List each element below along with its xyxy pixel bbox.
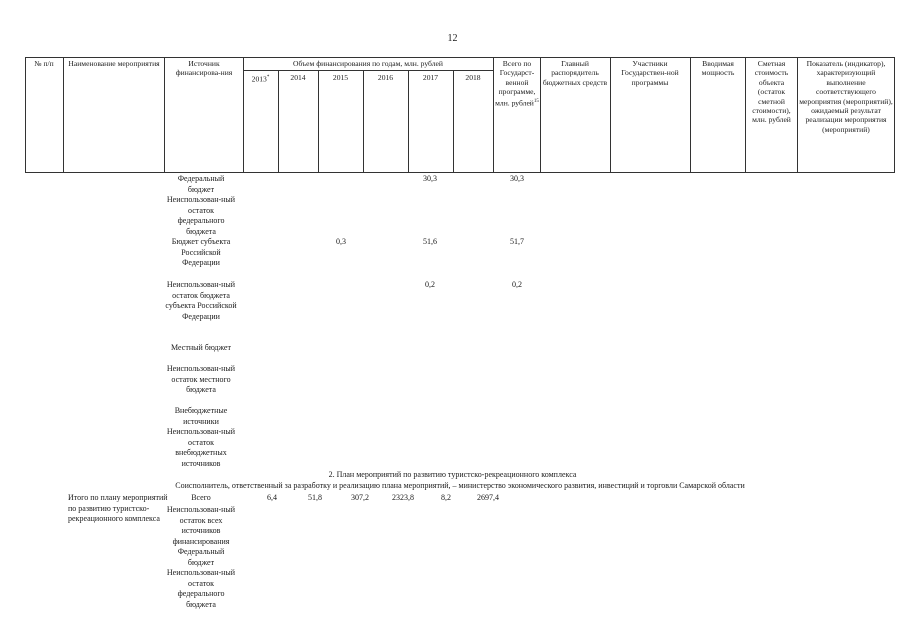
source-cell: Неиспользован-ный остаток всех источников финансирования	[166, 505, 236, 546]
header-total-label: Всего по Государст-венной программе, млн. рублей	[495, 59, 536, 108]
value-2015: 307,2	[351, 493, 369, 502]
page-number: 12	[447, 33, 458, 44]
header-top-rule	[25, 57, 895, 58]
header-year-2018: 2018	[465, 73, 481, 82]
value-2013: 6,4	[267, 493, 277, 502]
source-cell: Неиспользован-ный остаток федерального бюджета	[166, 195, 236, 236]
header-bottom-rule	[25, 172, 895, 173]
year-2013-footnote-mark: *	[266, 75, 270, 80]
header-distributor: Главный распорядитель бюджетных средств	[542, 59, 608, 87]
col-divider	[164, 57, 165, 172]
header-total-footnote-mark: 15	[533, 98, 539, 104]
section-title: 2. План мероприятий по развитию туристско-рекреационного комплекса	[328, 470, 577, 479]
header-year-2014: 2014	[290, 73, 306, 82]
source-cell: Неиспользован-ный остаток федерального бюджета	[166, 568, 236, 609]
col-divider	[318, 70, 319, 172]
value-total: 0,2	[512, 280, 522, 289]
year-label: 2013	[251, 74, 267, 84]
source-cell: Местный бюджет	[171, 343, 231, 352]
value-total: 30,3	[510, 174, 524, 183]
col-divider	[408, 70, 409, 172]
source-cell: Неиспользован-ный остаток местного бюджета	[166, 364, 236, 394]
header-source: Источник финансирова-ния	[175, 59, 233, 78]
header-participants: Участники Государствен-ной программы	[621, 59, 679, 87]
header-name: Наименование мероприятия	[68, 59, 160, 68]
header-num: № п/п	[34, 59, 54, 68]
col-divider	[63, 57, 64, 172]
col-divider	[278, 70, 279, 172]
source-cell: Федеральный бюджет	[177, 174, 225, 194]
source-cell: Бюджет субъекта Российской Федерации	[171, 237, 231, 267]
section-subtitle: Соисполнитель, ответственный за разработку и реализацию плана мероприятий, – министерство экономического развития, инвестиций и торговли Самарской области	[175, 481, 745, 490]
source-cell: Федеральный бюджет	[177, 547, 225, 567]
col-divider	[453, 70, 454, 172]
value-total: 51,7	[510, 237, 524, 246]
value-total: 2697,4	[477, 493, 499, 502]
value-2018: 8,2	[441, 493, 451, 502]
col-divider	[25, 57, 26, 172]
source-cell: Неиспользован-ный остаток бюджета субъекта Российской Федерации	[165, 280, 237, 321]
col-divider	[894, 57, 895, 172]
value-2017: 2323,8	[392, 493, 414, 502]
header-capacity: Вводимая мощность	[701, 59, 735, 78]
col-divider	[610, 57, 611, 172]
total-label: Итого по плану мероприятий по развитию туристско-рекреационного комплекса	[68, 493, 168, 523]
value-2014: 51,8	[308, 493, 322, 502]
header-year-2016: 2016	[377, 73, 394, 82]
header-total	[494, 59, 540, 108]
col-divider	[540, 57, 541, 172]
header-year-2017: 2017	[422, 73, 439, 82]
value-2015: 0,3	[336, 237, 346, 246]
value-2017: 51,6	[423, 237, 437, 246]
source-cell: Внебюджетные источники	[174, 406, 228, 426]
header-year-2015: 2015	[332, 73, 349, 82]
col-divider	[797, 57, 798, 172]
header-year-2013	[243, 73, 278, 84]
source-cell: Всего	[191, 493, 211, 502]
header-estimate: Сметная стоимость объекта (остаток сметной стоимости), млн. рублей	[752, 59, 791, 125]
col-divider	[690, 57, 691, 172]
header-funding-group: Объем финансирования по годам, млн. рублей	[293, 59, 443, 68]
col-divider	[363, 70, 364, 172]
value-2017: 30,3	[423, 174, 437, 183]
value-2017: 0,2	[425, 280, 435, 289]
source-cell: Неиспользован-ный остаток внебюджетных источников	[166, 427, 236, 468]
header-indicator: Показатель (индикатор), характеризующий выполнение соответствующего мероприятия (мероприятий), ожидаемый результат реализации мероприятия (мероприятий)	[799, 59, 893, 134]
years-rule	[243, 70, 493, 71]
